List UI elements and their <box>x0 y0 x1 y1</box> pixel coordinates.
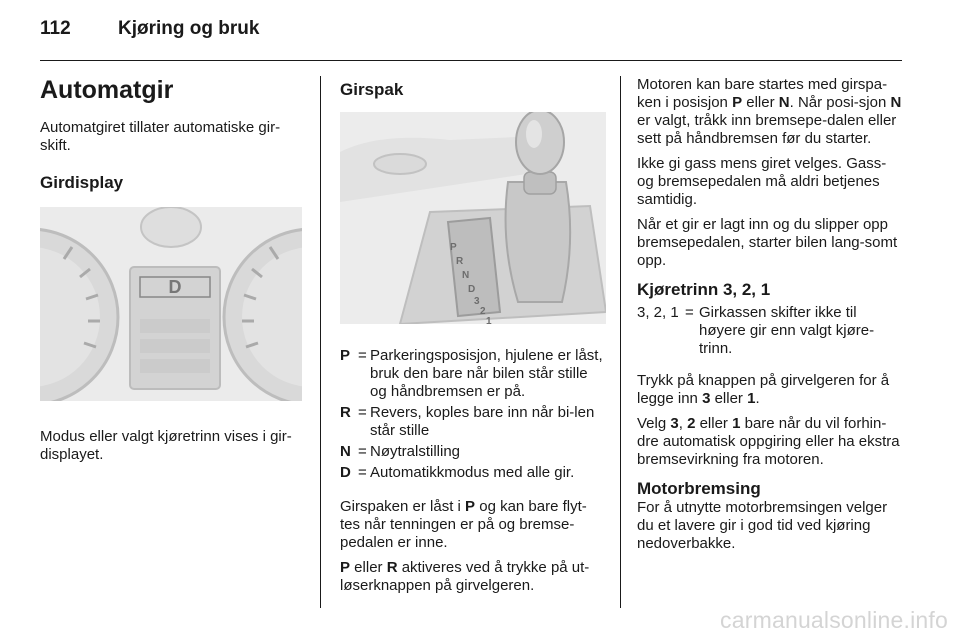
definition-row: P = Parkeringsposisjon, hjulene er låst, bruk den bare når bilen står stille og håndbremsen er på. <box>340 347 603 400</box>
column-divider-1 <box>320 76 321 608</box>
gear-lever-illustration <box>340 112 606 324</box>
drive-range-definition: 3, 2, 1 = Girkassen skifter ikke til høyere gir enn valgt kjøre-trinn. <box>637 304 875 357</box>
display-caption: Modus eller valgt kjøretrinn vises i gir-displayet. <box>40 428 292 463</box>
column-divider-2 <box>620 76 621 608</box>
select-paragraph: Velg 3, 2 eller 1 bare når du vil forhin-dre automatisk oppgiring eller ha ekstra bremsevirkning fra motoren. <box>637 415 900 468</box>
definition-row: N = Nøytralstilling <box>340 443 461 460</box>
gate-label: R <box>456 256 464 267</box>
definition-row: D = Automatikkmodus med alle gir. <box>340 464 575 481</box>
gate-label: 2 <box>480 306 486 317</box>
girspak-heading: Girspak <box>340 80 404 99</box>
definition-row: R = Revers, koples bare inn når bi-len står stille <box>340 404 595 439</box>
column-2 <box>340 76 606 602</box>
gate-label: 1 <box>486 316 492 324</box>
engine-braking-heading: Motorbremsing <box>637 479 761 498</box>
throttle-paragraph: Ikke gi gass mens giret velges. Gass- og bremsepedalen må aldri betjenes samtidig. <box>637 155 887 208</box>
girdisplay-heading: Girdisplay <box>40 173 124 192</box>
page-header <box>40 18 259 40</box>
display-gear-glyph: D <box>168 277 182 297</box>
button-paragraph: Trykk på knappen på girvelgeren for å legge inn 3 eller 1. <box>637 372 890 407</box>
section-heading: Automatgir <box>40 76 174 104</box>
lock-paragraph: Girspaken er låst i P og kan bare flyt-tes når tenningen er på og bremse-pedalen er inne. <box>340 498 587 551</box>
intro-text: Automatgiret tillater automatiske gir-skift. <box>40 119 281 154</box>
watermark: carmanualsonline.info <box>720 607 948 633</box>
drive-range-heading: Kjøretrinn 3, 2, 1 <box>637 280 771 299</box>
gate-label: D <box>468 284 476 295</box>
header-rule <box>40 60 902 61</box>
gate-label: 3 <box>474 296 480 307</box>
section-title: Kjøring og bruk <box>118 18 260 39</box>
release-paragraph: P eller R aktiveres ved å trykke på ut-løserknappen på girvelgeren. <box>340 559 590 594</box>
gate-label: P <box>450 242 457 253</box>
gear-display-illustration <box>40 207 302 401</box>
start-paragraph: Motoren kan bare startes med girspa-ken i posisjon P eller N. Når posi-sjon N er valgt, tråkk inn bremsepe-dalen eller sett på håndbremsen før du starter. <box>637 76 902 147</box>
gate-label: N <box>462 270 470 281</box>
engine-braking-paragraph: For å utnytte motorbremsingen velger du et lavere gir i god tid ved kjøring nedoverbakke. <box>637 499 888 552</box>
column-1 <box>40 76 306 471</box>
gear-definitions <box>340 347 606 482</box>
column-3 <box>637 76 905 560</box>
page-number: 112 <box>40 18 71 39</box>
creep-paragraph: Når et gir er lagt inn og du slipper opp bremsepedalen, starter bilen lang-somt opp. <box>637 216 898 269</box>
